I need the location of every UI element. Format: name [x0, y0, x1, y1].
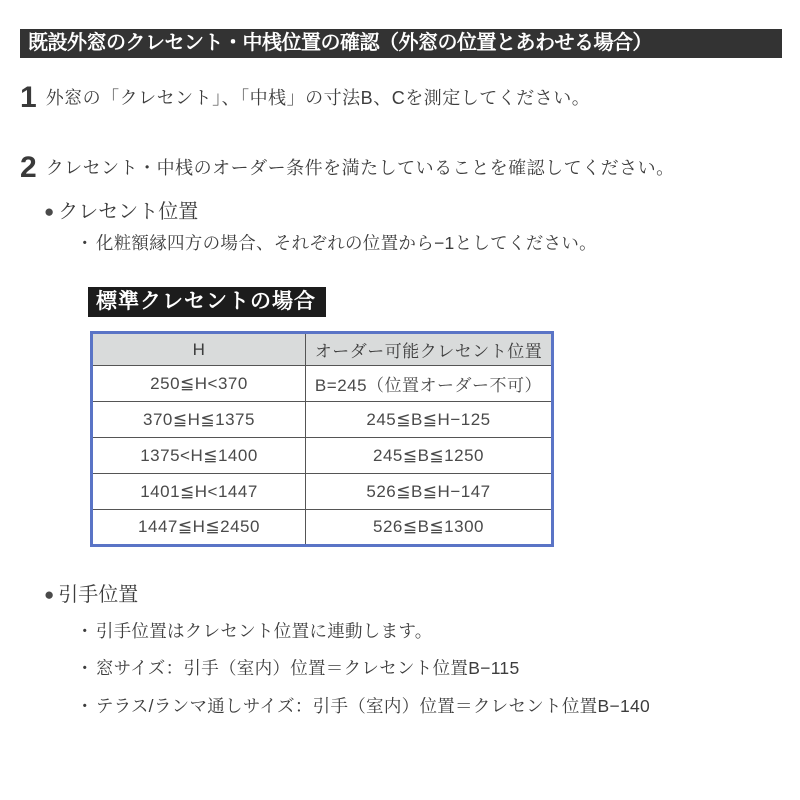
bullet-icon: ●	[44, 585, 55, 604]
step-1	[20, 81, 591, 114]
table-cell-order-range: 245≦B≦1250	[306, 438, 553, 474]
dot-bullet-icon: ・	[76, 696, 94, 716]
table-header-row	[92, 333, 553, 366]
table-cell-order-range: B=245（位置オーダー不可）	[306, 366, 553, 402]
table-row	[92, 438, 553, 474]
handle-note-linkage-text: 引手位置はクレセント位置に連動します。	[95, 621, 433, 641]
step-1-number: 1	[20, 81, 36, 114]
crescent-note-text: 化粧額縁四方の場合、それぞれの位置から−1としてください。	[95, 233, 597, 253]
bullet-icon: ●	[44, 202, 55, 221]
table-header-order-position: オーダー可能クレセント位置	[306, 333, 553, 366]
dot-bullet-icon: ・	[76, 658, 94, 678]
crescent-note	[76, 231, 597, 255]
crescent-position-heading	[44, 199, 198, 225]
standard-crescent-label: 標準クレセントの場合	[88, 287, 326, 317]
page-title: 既設外窓のクレセント・中桟位置の確認（外窓の位置とあわせる場合）	[20, 29, 782, 58]
table-row	[92, 510, 553, 546]
table-cell-order-range: 526≦B≦1300	[306, 510, 553, 546]
dot-bullet-icon: ・	[76, 233, 94, 253]
step-1-text: 外窓の「クレセント」、「中桟」の寸法B、Cを測定してください。	[45, 88, 591, 108]
handle-position-heading	[44, 582, 138, 608]
handle-note-window-size	[76, 656, 520, 680]
crescent-position-table	[90, 331, 554, 547]
crescent-position-heading-label: クレセント位置	[58, 201, 199, 223]
table-cell-h-range: 1401≦H<1447	[92, 474, 306, 510]
handle-position-heading-label: 引手位置	[58, 584, 139, 606]
table-cell-h-range: 370≦H≦1375	[92, 402, 306, 438]
table-header-h: H	[92, 333, 306, 366]
table-cell-order-range: 526≦B≦H−147	[306, 474, 553, 510]
step-2	[20, 151, 675, 184]
table-row	[92, 474, 553, 510]
table-cell-h-range: 1447≦H≦2450	[92, 510, 306, 546]
table-cell-h-range: 1375<H≦1400	[92, 438, 306, 474]
table-row	[92, 402, 553, 438]
dot-bullet-icon: ・	[76, 621, 94, 641]
step-2-text: クレセント・中桟のオーダー条件を満たしていることを確認してください。	[45, 158, 675, 178]
table-cell-order-range: 245≦B≦H−125	[306, 402, 553, 438]
table-row	[92, 366, 553, 402]
handle-note-terrace-size-text: テラス/ランマ通しサイズ：引手（室内）位置＝クレセント位置B−140	[95, 696, 651, 716]
table-cell-h-range: 250≦H<370	[92, 366, 306, 402]
handle-note-window-size-text: 窓サイズ：引手（室内）位置＝クレセント位置B−115	[95, 658, 520, 678]
handle-note-terrace-size	[76, 694, 650, 718]
step-2-number: 2	[20, 151, 36, 184]
handle-note-linkage	[76, 619, 433, 643]
